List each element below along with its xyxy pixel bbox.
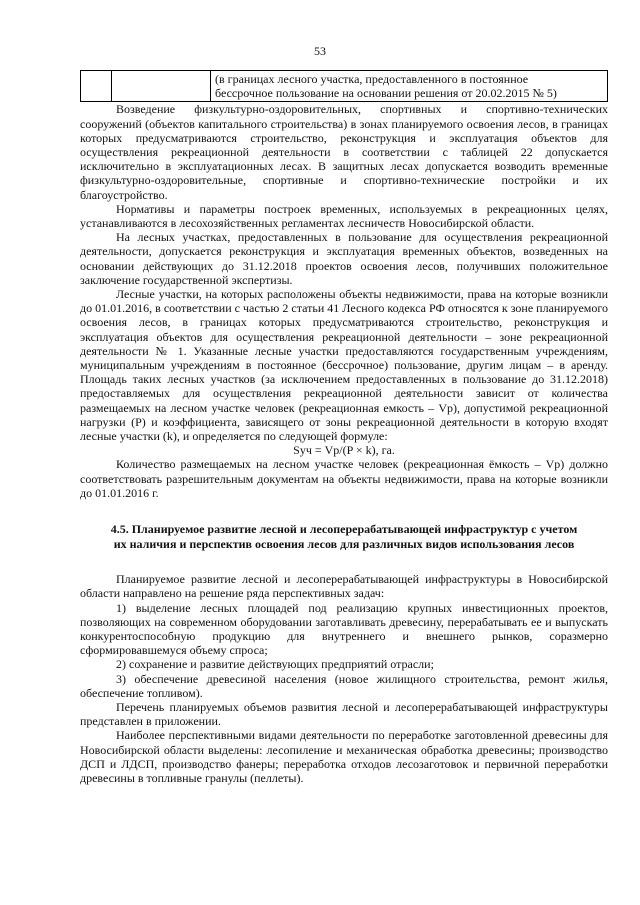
- paragraph: На лесных участках, предоставленных в пользование для осуществления рекреационной деятельности, допускается реконструкция и эксплуатация временных объектов, возведенных на основании действующих до 31.12.2018 проектов освоения лесов, получивших положительное заключение государственной экспертизы.: [80, 230, 608, 287]
- paragraph: Перечень планируемых объемов развития лесной и лесоперерабатывающей инфраструктуры представлен в приложении.: [80, 699, 608, 729]
- list-item: 2) сохранение и развитие действующих предприятий отрасли;: [116, 657, 434, 672]
- paragraph: Возведение физкультурно-оздоровительных, спортивных и спортивно-технических сооружений (объектов капитального строительства) в зонах планируемого освоения лесов, в границах которых предусматриваются строительство, реконструкция и эксплуатация объектов для осуществления рекреационной деятельности в соответствии с таблицей 22 допускается исключительно в эксплуатационных лесах. В защитных лесах допускается возводить временные физкультурно-оздоровительные, спортивные и спортивно-технические постройки и их благоустройство.: [80, 102, 608, 202]
- table-cell-text: бессрочное пользование на основании решения от 20.02.2015 № 5): [215, 86, 557, 101]
- paragraph: Лесные участки, на которых расположены объекты недвижимости, права на которые возникли до 01.01.2016, в соответствии с частью 2 статьи 41 Лесного кодекса РФ относятся к зоне планируемого освоения лесов, в границах которых предусматриваются строительство, реконструкция и эксплуатация объектов для осуществления рекреационной деятельности – зоне рекреационной деятельности № 1. Указанные лесные участки предоставляются государственным учреждениям, муниципальным учреждениям в постоянное (бессрочное) пользование, другим лицам – в аренду. Площадь таких лесных участков (за исключением предоставленных в пользование до 31.12.2018) предоставляемых для осуществления рекреационной деятельности зависит от количества размещаемых на лесном участке человек (рекреационная емкость – Vр), допустимой рекреационной нагрузки (Р) и коэффициента, зависящего от зоны рекреационной деятельности в которую входят лесные участки (k), и определяется по следующей формуле:: [80, 287, 608, 444]
- document-body: [80, 70, 608, 785]
- page-number: 53: [314, 44, 326, 58]
- list-item: 3) обеспечение древесиной населения (новое жилищного строительства, ремонт жилья, обеспечение топливом).: [80, 671, 608, 700]
- paragraph: Количество размещаемых на лесном участке человек (рекреационная ёмкость – Vр) должно соответствовать разрешительным документам на объекты недвижимости, права на которые возникли до 01.01.2016 г.: [80, 457, 608, 500]
- section-heading-line: их наличия и перспектив освоения лесов для различных видов использования лесов: [113, 537, 575, 552]
- paragraph: Наиболее перспективными видами деятельности по переработке заготовленной древесины для Новосибирской области выделены: лесопиление и механическая обработка древесины; производство ДСП и ЛДСП, производство фанеры; переработка отходов лесозаготовок и первичной переработки древесины в топливные гранулы (пеллеты).: [80, 728, 608, 785]
- section-heading-line: 4.5. Планируемое развитие лесной и лесоперерабатывающей инфраструктур с учетом: [110, 522, 578, 537]
- paragraph: Нормативы и параметры построек временных, используемых в рекреационных целях, устанавливаются в лесохозяйственных регламентах лесничеств Новосибирской области.: [80, 201, 608, 231]
- table-cell: [112, 71, 211, 102]
- table-row: [81, 71, 608, 102]
- section-heading: [80, 522, 608, 552]
- table-cell: [81, 71, 112, 102]
- list-item: 1) выделение лесных площадей под реализацию крупных инвестиционных проектов, позволяющих на современном оборудовании заготавливать древесину, перерабатывать ее и выпускать конкурентоспособную продукцию для внутреннего и внешнего рынков, соразмерно сформировавшемуся объему спроса;: [80, 600, 608, 658]
- table-cell-text: (в границах лесного участка, предоставленного в постоянное: [215, 72, 529, 86]
- table-cell: [211, 71, 608, 102]
- formula: Sуч = Vр/(P × k), га.: [293, 443, 395, 458]
- table-fragment: [80, 70, 608, 102]
- paragraph: Планируемое развитие лесной и лесоперерабатывающей инфраструктуры в Новосибирской области направлено на решение ряда перспективных задач:: [80, 572, 608, 601]
